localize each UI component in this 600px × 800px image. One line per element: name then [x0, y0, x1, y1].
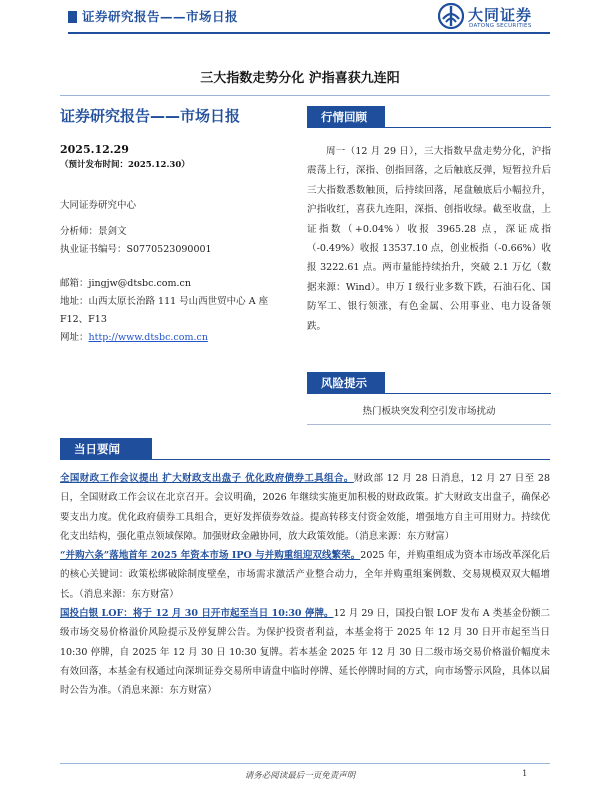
page-number: 1 [522, 769, 528, 779]
risk-warning-text: 热门板块突发利空引发市场扰动 [362, 406, 496, 417]
page-footer [0, 763, 600, 800]
daily-news-tag: 当日要闻 [60, 438, 152, 460]
website-link[interactable]: http://www.dtsbc.com.cn [88, 332, 208, 343]
datong-logo-icon [438, 3, 464, 29]
news-body: 2025 年，并购重组成为资本市场改革深化后的核心关键词：政策松绑破除制度壁垒，市场需求激活产业整合动力，全年并购重组案例数、交易规模双双大幅增长。（消息来源：东方财富） [60, 550, 551, 600]
title-rule [60, 95, 550, 96]
header-square-marker [68, 11, 77, 23]
header-section-title: 证券研究报告——市场日报 [82, 9, 239, 24]
research-center: 大同证券研究中心 [60, 200, 137, 211]
email: 邮箱：jingjw@dtsbc.com.cn [60, 278, 191, 289]
header-rule [68, 32, 550, 34]
news-list [60, 469, 550, 701]
news-body: 财政部 12 月 28 日消息，12 月 27 日至 28 日，全国财政工作会议在北京召开。会议明确，2026 年继续实施更加积极的财政政策。扩大财政支出盘子，确保必要支出力度。优化政府债券工具组合，更好发挥债券效益。提高转移支付资金效能，增强地方自主可用财力。持续优化支出结构，强化重点领域保障。加强财政金融协同，放大政策效能。（消息来源：东方财富） [60, 473, 550, 542]
report-date: 2025.12.29 [60, 143, 129, 156]
news-item [60, 546, 550, 604]
page-header [0, 0, 600, 42]
market-review-tag: 行情回顾 [307, 106, 385, 128]
news-headline[interactable]: 国投白银 LOF：将于 12 月 30 日开市起至当日 10:30 停牌。 [60, 608, 334, 620]
daily-news-rule [60, 459, 550, 460]
news-item [60, 604, 550, 700]
report-title: 证券研究报告——市场日报 [60, 107, 241, 125]
company-logo [438, 3, 558, 31]
risk-warning-tag: 风险提示 [307, 372, 385, 394]
website-row [60, 329, 298, 347]
report-info-column [60, 105, 298, 347]
market-review-rule [307, 127, 551, 128]
logo-text-en: DATONG SECURITIES [469, 23, 532, 29]
footer-disclaimer: 请务必阅读最后一页免责声明 [244, 771, 356, 781]
license-number: 执业证书编号：S0770523090001 [60, 244, 212, 255]
market-review-text: 周一（12 月 29 日），三大指数早盘走势分化，沪指震荡上行，深指、创指回落，之后触底反弹，短暂拉升后三大指数悉数触顶，后持续回落，尾盘触底后小幅拉升，沪指收红，喜获九连阳，深指、创指收绿。截至收盘，上证指数（+0.04%）收报 3965.28 点，深证成指（-0.49%）收报 13537.10 点，创业板指（-0.66%）收报 3222.61 点。两市量能持续抬升，突破 2.1 万亿（数据来源：Wind）。申万 I 级行业多数下跌，石油石化、国防军工、银行领涨，有色金属、公用事业、电力设备领跌。 [307, 146, 551, 332]
footer-rule [60, 763, 550, 764]
page-title: 三大指数走势分化 沪指喜获九连阳 [200, 71, 400, 86]
analyst-name: 分析师：景剑文 [60, 226, 127, 237]
address: 地址：山西太原长治路 111 号山西世贸中心 A 座 F12、F13 [60, 296, 269, 325]
news-headline[interactable]: 全国财政工作会议提出 扩大财政支出盘子 优化政府债券工具组合。 [60, 473, 354, 484]
website-label: 网址： [60, 332, 89, 343]
publish-time: （预计发布时间：2025.12.30） [60, 160, 190, 170]
news-item [60, 469, 550, 546]
news-body: 12 月 29 日，国投白银 LOF 发布 A 类基金份额二级市场交易价格溢价风险提示及停复牌公告。为保护投资者利益，本基金将于 2025 年 12 月 30 日开市起至当日 10:30 停牌，自 2025 年 12 月 30 日 10:30 复牌。若本基金 2025 年 12 月 30 日二级市场交易价格溢价幅度未有效回落，本基金有权通过向深圳证券交易所申请盘中临时停牌、延长停牌时间的方式，向市场警示风险，具体以届时公告为准。（消息来源：东方财富） [60, 608, 550, 697]
news-headline[interactable]: “并购六条”落地首年 2025 年资本市场 IPO 与并购重组迎双线繁荣。 [60, 550, 361, 562]
risk-warning-rule [307, 393, 551, 394]
logo-text-cn: 大同证券 [468, 6, 533, 24]
risk-bottom-rule [307, 424, 551, 425]
